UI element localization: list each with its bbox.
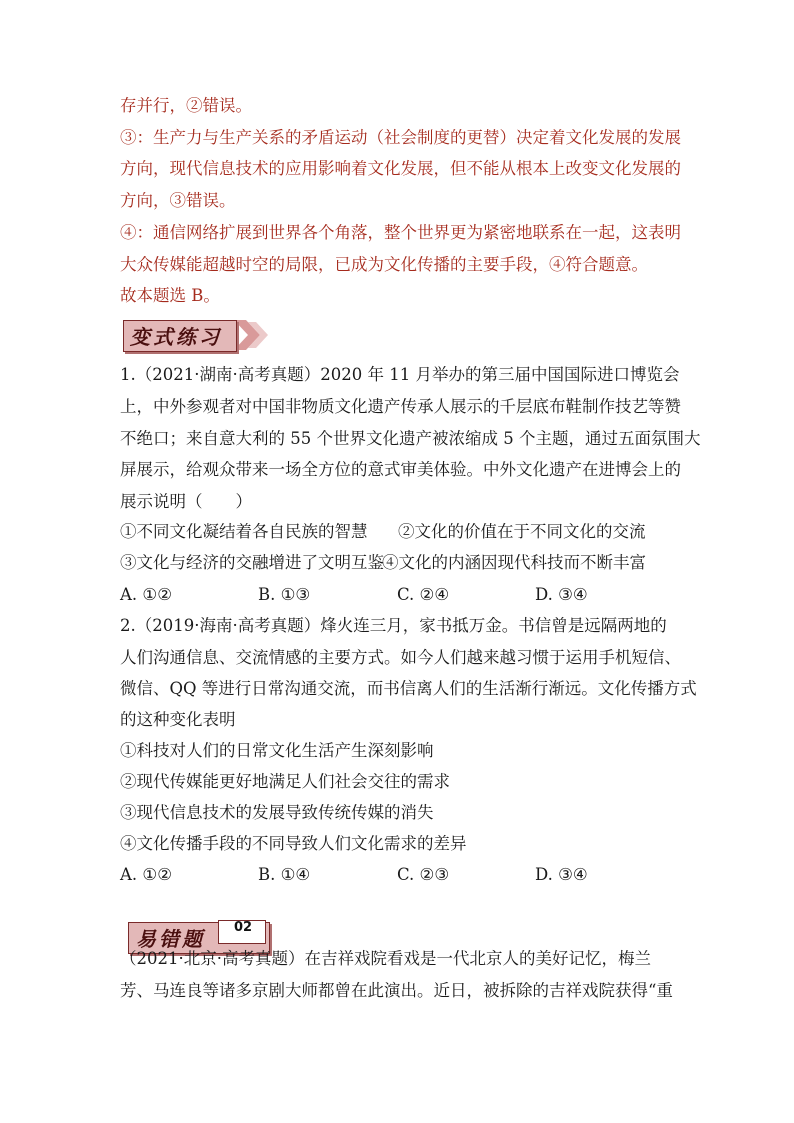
q1-statement-4: ④文化的内涵因现代科技而不断丰富 xyxy=(382,553,646,572)
q2-option-d: D. ③④ xyxy=(535,865,588,884)
q1-statement-3: ③文化与经济的交融增进了文明互鉴 xyxy=(120,553,384,572)
q1-line-4: 屏展示，给观众带来一场全方位的意式审美体验。中外文化遗产在进博会上的 xyxy=(120,460,681,479)
section-banner-variant-practice xyxy=(120,316,270,354)
q2-statement-3: ③现代信息技术的发展导致传统传媒的消失 xyxy=(120,803,434,822)
q1-option-c: C. ②④ xyxy=(397,585,450,604)
analysis-line-4: 方向，③错误。 xyxy=(120,191,236,210)
q2-statement-1: ①科技对人们的日常文化生活产生深刻影响 xyxy=(120,741,434,760)
q3-line-1: （2021·北京·高考真题）在吉祥戏院看戏是一代北京人的美好记忆，梅兰 xyxy=(120,949,651,968)
q1-statement-1: ①不同文化凝结着各自民族的智慧 xyxy=(120,522,368,541)
analysis-line-7: 故本题选 B。 xyxy=(120,286,220,305)
analysis-line-2: ③：生产力与生产关系的矛盾运动（社会制度的更替）决定着文化发展的发展 xyxy=(120,128,681,147)
q2-option-b: B. ①④ xyxy=(258,865,311,884)
q2-line-1: 2.（2019·海南·高考真题）烽火连三月，家书抵万金。书信曾是远隔两地的 xyxy=(120,616,667,635)
q1-option-b: B. ①③ xyxy=(258,585,311,604)
section-number: 02 xyxy=(234,920,253,935)
q2-statement-4: ④文化传播手段的不同导致人们文化需求的差异 xyxy=(120,834,467,853)
q1-line-3: 不绝口；来自意大利的 55 个世界文化遗产被浓缩成 5 个主题，通过五面氛围大 xyxy=(120,429,701,448)
q1-statement-2: ②文化的价值在于不同文化的交流 xyxy=(398,522,646,541)
section-title: 易错题 xyxy=(136,927,205,951)
q1-option-d: D. ③④ xyxy=(535,585,588,604)
q2-statement-2: ②现代传媒能更好地满足人们社会交往的需求 xyxy=(120,772,450,791)
q1-line-2: 上，中外参观者对中国非物质文化遗产传承人展示的千层底布鞋制作技艺等赞 xyxy=(120,397,681,416)
q2-line-3: 微信、QQ 等进行日常沟通交流，而书信离人们的生活渐行渐远。文化传播方式 xyxy=(120,679,697,698)
q2-line-2: 人们沟通信息、交流情感的主要方式。如今人们越来越习惯于运用手机短信、 xyxy=(120,648,681,667)
analysis-line-3: 方向，现代信息技术的应用影响着文化发展，但不能从根本上改变文化发展的 xyxy=(120,159,681,178)
analysis-line-5: ④：通信网络扩展到世界各个角落，整个世界更为紧密地联系在一起，这表明 xyxy=(120,223,681,242)
q1-option-a: A. ①② xyxy=(120,585,172,604)
q2-line-4: 的这种变化表明 xyxy=(120,710,236,729)
analysis-line-6: 大众传媒能超越时空的局限，已成为文化传播的主要手段，④符合题意。 xyxy=(120,255,648,274)
q2-option-c: C. ②③ xyxy=(397,865,450,884)
q1-line-1: 1.（2021·湖南·高考真题）2020 年 11 月举办的第三届中国国际进口博览会 xyxy=(120,365,680,384)
q3-line-2: 芳、马连良等诸多京剧大师都曾在此演出。近日，被拆除的吉祥戏院获得“重 xyxy=(120,981,673,1000)
section-title: 变式练习 xyxy=(130,325,222,349)
q1-line-5: 展示说明（ ） xyxy=(120,492,252,511)
q2-option-a: A. ①② xyxy=(120,865,172,884)
analysis-line-1: 存并行，②错误。 xyxy=(120,96,252,115)
